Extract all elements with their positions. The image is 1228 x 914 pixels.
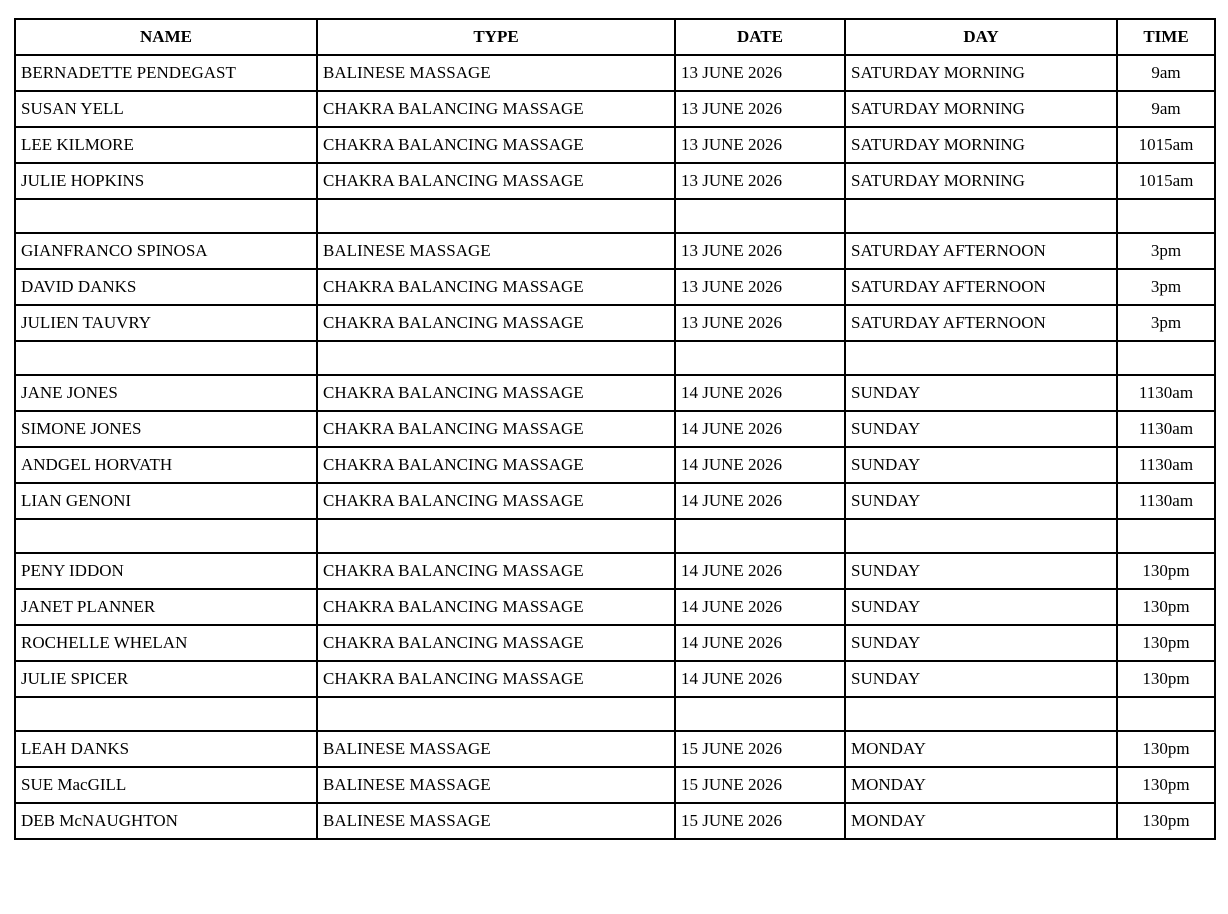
cell-type: CHAKRA BALANCING MASSAGE: [317, 447, 675, 483]
cell-name: [15, 697, 317, 731]
cell-date: 13 JUNE 2026: [675, 163, 845, 199]
header-time: TIME: [1117, 19, 1215, 55]
table-row: [15, 91, 1215, 127]
cell-name: BERNADETTE PENDEGAST: [15, 55, 317, 91]
table-row: [15, 625, 1215, 661]
cell-name: PENY IDDON: [15, 553, 317, 589]
cell-day: SATURDAY MORNING: [845, 91, 1117, 127]
cell-date: 13 JUNE 2026: [675, 55, 845, 91]
cell-date: 14 JUNE 2026: [675, 411, 845, 447]
table-row: [15, 411, 1215, 447]
table-row: [15, 447, 1215, 483]
cell-day: SUNDAY: [845, 553, 1117, 589]
cell-type: [317, 519, 675, 553]
cell-name: GIANFRANCO SPINOSA: [15, 233, 317, 269]
cell-date: 14 JUNE 2026: [675, 589, 845, 625]
cell-type: [317, 341, 675, 375]
header-date: DATE: [675, 19, 845, 55]
cell-name: SUE MacGILL: [15, 767, 317, 803]
cell-time: 1015am: [1117, 127, 1215, 163]
cell-day: SATURDAY AFTERNOON: [845, 233, 1117, 269]
cell-day: SATURDAY AFTERNOON: [845, 269, 1117, 305]
separator-row: [15, 519, 1215, 553]
cell-date: [675, 199, 845, 233]
booking-table: [14, 18, 1216, 840]
cell-time: 130pm: [1117, 589, 1215, 625]
cell-type: BALINESE MASSAGE: [317, 233, 675, 269]
cell-name: JULIE HOPKINS: [15, 163, 317, 199]
cell-day: [845, 341, 1117, 375]
cell-name: ROCHELLE WHELAN: [15, 625, 317, 661]
cell-type: CHAKRA BALANCING MASSAGE: [317, 553, 675, 589]
cell-time: 3pm: [1117, 305, 1215, 341]
table-row: [15, 661, 1215, 697]
cell-time: 9am: [1117, 55, 1215, 91]
table-row: [15, 55, 1215, 91]
cell-date: 13 JUNE 2026: [675, 269, 845, 305]
cell-name: JULIE SPICER: [15, 661, 317, 697]
cell-time: 130pm: [1117, 553, 1215, 589]
cell-type: BALINESE MASSAGE: [317, 767, 675, 803]
cell-time: 1130am: [1117, 411, 1215, 447]
cell-day: [845, 519, 1117, 553]
cell-date: 13 JUNE 2026: [675, 127, 845, 163]
cell-time: 130pm: [1117, 731, 1215, 767]
table-row: [15, 163, 1215, 199]
cell-day: SUNDAY: [845, 447, 1117, 483]
table-body: [15, 55, 1215, 839]
cell-type: CHAKRA BALANCING MASSAGE: [317, 375, 675, 411]
cell-name: DAVID DANKS: [15, 269, 317, 305]
cell-day: MONDAY: [845, 767, 1117, 803]
table-row: [15, 483, 1215, 519]
cell-date: 14 JUNE 2026: [675, 375, 845, 411]
cell-date: 14 JUNE 2026: [675, 447, 845, 483]
cell-type: BALINESE MASSAGE: [317, 731, 675, 767]
cell-day: SATURDAY MORNING: [845, 163, 1117, 199]
table-row: [15, 803, 1215, 839]
cell-time: 1015am: [1117, 163, 1215, 199]
cell-day: SUNDAY: [845, 483, 1117, 519]
cell-time: 130pm: [1117, 625, 1215, 661]
separator-row: [15, 341, 1215, 375]
cell-type: CHAKRA BALANCING MASSAGE: [317, 91, 675, 127]
cell-name: JANET PLANNER: [15, 589, 317, 625]
cell-time: 9am: [1117, 91, 1215, 127]
cell-day: SUNDAY: [845, 589, 1117, 625]
header-name: NAME: [15, 19, 317, 55]
cell-type: CHAKRA BALANCING MASSAGE: [317, 163, 675, 199]
cell-type: CHAKRA BALANCING MASSAGE: [317, 661, 675, 697]
cell-time: 130pm: [1117, 803, 1215, 839]
cell-day: [845, 697, 1117, 731]
cell-time: 3pm: [1117, 269, 1215, 305]
cell-type: BALINESE MASSAGE: [317, 803, 675, 839]
cell-name: LEE KILMORE: [15, 127, 317, 163]
cell-type: [317, 697, 675, 731]
cell-date: 15 JUNE 2026: [675, 731, 845, 767]
table-row: [15, 731, 1215, 767]
cell-type: CHAKRA BALANCING MASSAGE: [317, 127, 675, 163]
cell-day: SUNDAY: [845, 375, 1117, 411]
table-row: [15, 127, 1215, 163]
cell-time: [1117, 199, 1215, 233]
cell-name: DEB McNAUGHTON: [15, 803, 317, 839]
cell-time: 1130am: [1117, 375, 1215, 411]
cell-time: [1117, 341, 1215, 375]
header-day: DAY: [845, 19, 1117, 55]
cell-date: 13 JUNE 2026: [675, 305, 845, 341]
cell-time: [1117, 519, 1215, 553]
cell-type: CHAKRA BALANCING MASSAGE: [317, 589, 675, 625]
cell-name: LEAH DANKS: [15, 731, 317, 767]
table-row: [15, 589, 1215, 625]
cell-name: [15, 199, 317, 233]
cell-name: JULIEN TAUVRY: [15, 305, 317, 341]
cell-date: 14 JUNE 2026: [675, 483, 845, 519]
cell-name: LIAN GENONI: [15, 483, 317, 519]
cell-day: SUNDAY: [845, 625, 1117, 661]
cell-name: ANDGEL HORVATH: [15, 447, 317, 483]
cell-type: CHAKRA BALANCING MASSAGE: [317, 305, 675, 341]
cell-day: SATURDAY AFTERNOON: [845, 305, 1117, 341]
cell-date: [675, 519, 845, 553]
table-row: [15, 269, 1215, 305]
cell-type: CHAKRA BALANCING MASSAGE: [317, 411, 675, 447]
cell-day: SUNDAY: [845, 411, 1117, 447]
cell-time: 130pm: [1117, 661, 1215, 697]
cell-time: 130pm: [1117, 767, 1215, 803]
cell-name: [15, 519, 317, 553]
cell-type: CHAKRA BALANCING MASSAGE: [317, 483, 675, 519]
cell-day: SATURDAY MORNING: [845, 127, 1117, 163]
cell-date: 13 JUNE 2026: [675, 233, 845, 269]
table-row: [15, 305, 1215, 341]
cell-date: [675, 341, 845, 375]
cell-date: 14 JUNE 2026: [675, 553, 845, 589]
cell-date: 15 JUNE 2026: [675, 803, 845, 839]
table-row: [15, 767, 1215, 803]
cell-time: [1117, 697, 1215, 731]
cell-day: MONDAY: [845, 731, 1117, 767]
cell-date: [675, 697, 845, 731]
cell-name: SIMONE JONES: [15, 411, 317, 447]
header-row: [15, 19, 1215, 55]
cell-day: [845, 199, 1117, 233]
cell-type: CHAKRA BALANCING MASSAGE: [317, 269, 675, 305]
header-type: TYPE: [317, 19, 675, 55]
cell-type: CHAKRA BALANCING MASSAGE: [317, 625, 675, 661]
cell-name: JANE JONES: [15, 375, 317, 411]
cell-time: 1130am: [1117, 483, 1215, 519]
cell-day: SATURDAY MORNING: [845, 55, 1117, 91]
cell-name: [15, 341, 317, 375]
table-row: [15, 553, 1215, 589]
table-row: [15, 233, 1215, 269]
cell-date: 14 JUNE 2026: [675, 625, 845, 661]
cell-date: 13 JUNE 2026: [675, 91, 845, 127]
cell-time: 1130am: [1117, 447, 1215, 483]
cell-date: 14 JUNE 2026: [675, 661, 845, 697]
cell-type: BALINESE MASSAGE: [317, 55, 675, 91]
cell-name: SUSAN YELL: [15, 91, 317, 127]
separator-row: [15, 697, 1215, 731]
cell-day: SUNDAY: [845, 661, 1117, 697]
cell-date: 15 JUNE 2026: [675, 767, 845, 803]
cell-time: 3pm: [1117, 233, 1215, 269]
table-row: [15, 375, 1215, 411]
separator-row: [15, 199, 1215, 233]
cell-day: MONDAY: [845, 803, 1117, 839]
cell-type: [317, 199, 675, 233]
